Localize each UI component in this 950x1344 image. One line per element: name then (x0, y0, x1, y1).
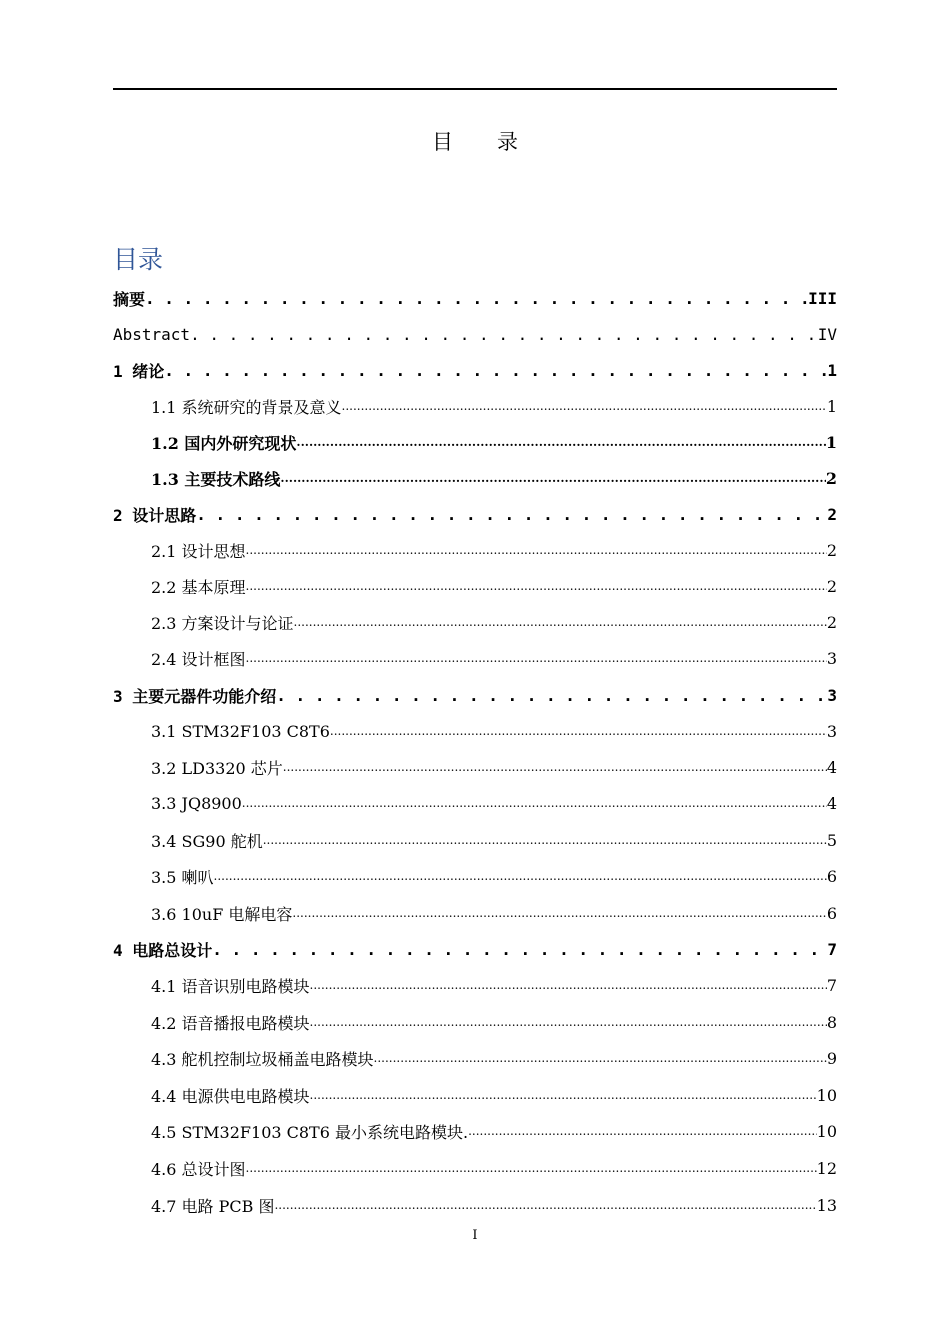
toc-entry-3-3[interactable]: 3.3 JQ8900 ..... 4 (151, 785, 837, 821)
toc-entry-abstract-cn[interactable]: 摘要 . . . III (113, 280, 837, 316)
toc-entry-4-2[interactable]: 4.2 语音播报电路模块 ..... 8 (151, 1004, 837, 1040)
toc-entry-3-1[interactable]: 3.1 STM32F103 C8T6 ..... 3 (151, 713, 837, 749)
toc-entry-4-6[interactable]: 4.6 总设计图 ..... 12 (151, 1150, 837, 1186)
toc-entry-ch3[interactable]: 3 主要元器件功能介绍 . . . 3 (113, 677, 837, 713)
toc-heading: 目录 (113, 245, 164, 274)
toc-entry-ch4[interactable]: 4 电路总设计 . . . 7 (113, 931, 837, 967)
toc-entry-4-7[interactable]: 4.7 电路 PCB 图 ..... 13 (151, 1187, 837, 1223)
toc-entry-1-1[interactable]: 1.1 系统研究的背景及意义 ..... 1 (151, 388, 837, 424)
toc-entry-2-4[interactable]: 2.4 设计框图 ..... 3 (151, 640, 837, 676)
toc-entry-2-3[interactable]: 2.3 方案设计与论证 ..... 2 (151, 604, 837, 640)
toc-entry-3-4[interactable]: 3.4 SG90 舵机 ..... 5 (151, 822, 837, 858)
toc-entry-3-2[interactable]: 3.2 LD3320 芯片 ..... 4 (151, 749, 837, 785)
page-title-left: 目 (432, 130, 453, 154)
toc-entry-4-3[interactable]: 4.3 舵机控制垃圾桶盖电路模块 ..... 9 (151, 1040, 837, 1076)
page-title-right: 录 (497, 130, 518, 154)
toc-entry-4-1[interactable]: 4.1 语音识别电路模块 ..... 7 (151, 967, 837, 1003)
toc-entry-3-5[interactable]: 3.5 喇叭 ..... 6 (151, 858, 837, 894)
toc-entry-1-2[interactable]: 1.2 国内外研究现状 ..... 1 (151, 424, 837, 460)
page-title (0, 126, 950, 156)
toc-entry-abstract-en[interactable]: Abstract . . . IV (113, 316, 837, 352)
toc-entry-4-4[interactable]: 4.4 电源供电电路模块 ..... 10 (151, 1077, 837, 1113)
page-number: I (472, 1228, 478, 1243)
toc-entry-1-3[interactable]: 1.3 主要技术路线 ..... 2 (151, 460, 837, 496)
header-rule (113, 88, 837, 90)
toc-entry-2-1[interactable]: 2.1 设计思想 ..... 2 (151, 532, 837, 568)
toc-entry-4-5[interactable]: 4.5 STM32F103 C8T6 最小系统电路模块. ..... 10 (151, 1113, 837, 1149)
toc-entry-ch1[interactable]: 1 绪论 . . . 1 (113, 352, 837, 388)
toc-entry-3-6[interactable]: 3.6 10uF 电解电容 ..... 6 (151, 895, 837, 931)
toc-entry-ch2[interactable]: 2 设计思路 . . . 2 (113, 496, 837, 532)
toc-entry-2-2[interactable]: 2.2 基本原理 ..... 2 (151, 568, 837, 604)
